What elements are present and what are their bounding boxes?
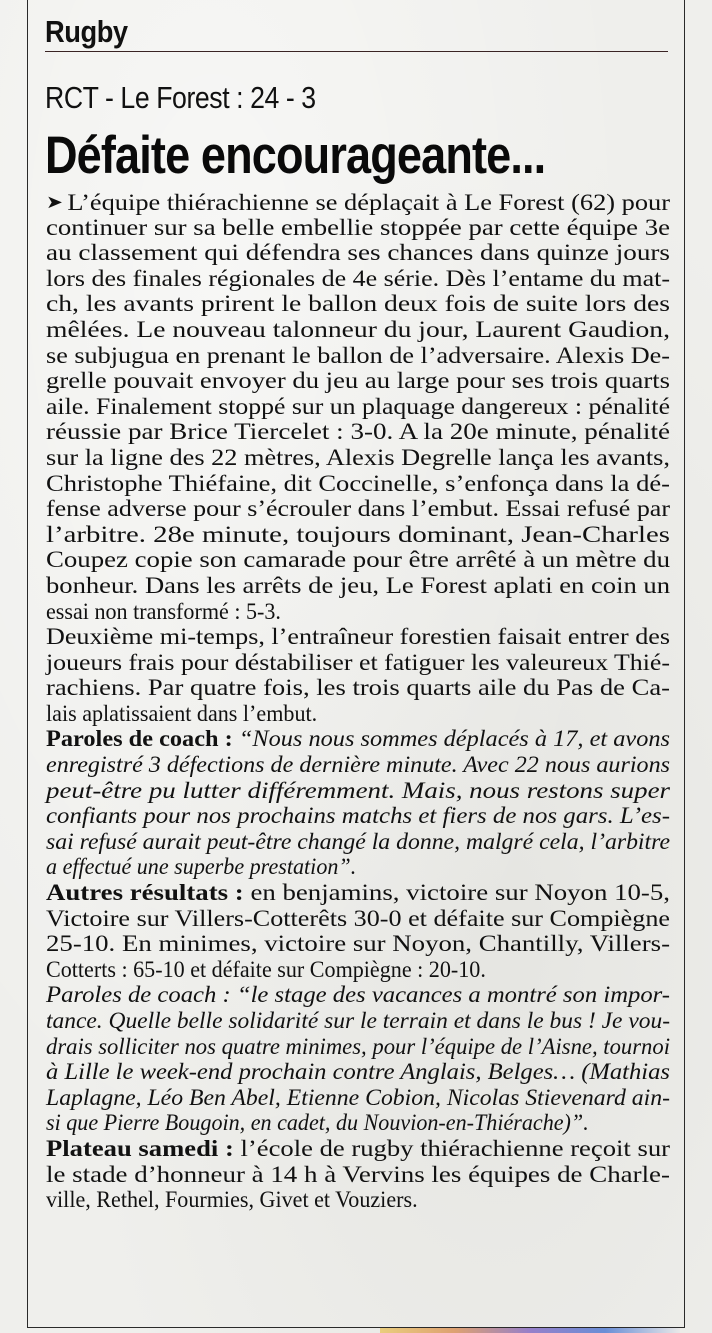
text-run: Christophe Thiéfaine, dit Coccinelle, s’enfonça dans la dé-: [46, 470, 670, 497]
text-run: ch, les avants prirent le ballon deux fois de suite lors des: [46, 291, 670, 318]
match-score-line: RCT - Le Forest : 24 - 3: [45, 80, 316, 115]
text-line: [46, 497, 670, 523]
article-paragraph: [46, 727, 670, 881]
text-run: au classement qui défendra ses chances dans quinze jours: [46, 240, 670, 267]
text-run: tance. Quelle belle solidarité sur le terrain et dans le bus ! Je vou-: [46, 1008, 670, 1034]
text-line: [46, 932, 670, 958]
text-line: [46, 702, 670, 728]
text-line: [46, 216, 670, 242]
text-run: bonheur. Dans les arrêts de jeu, Le Forest aplati en coin un: [46, 572, 670, 599]
text-run: essai non transformé : 5-3.: [46, 598, 281, 625]
text-run: sai refusé aurait peut-être changé la donne, malgré cela, l’arbitre: [46, 828, 670, 855]
text-line: [46, 625, 670, 651]
text-run: l’école de rugby thiérachienne reçoit sur: [240, 1135, 671, 1162]
bold-lead-in: Plateau samedi :: [46, 1135, 241, 1162]
text-run: à Lille le week-end prochain contre Anglais, Belges… (Mathias: [46, 1059, 670, 1086]
text-run: continuer sur sa belle embellie stoppée par cette équipe 3e: [46, 214, 670, 241]
text-run: L’équipe thiérachienne se déplaçait à Le Forest (62) pour: [67, 190, 671, 216]
article-paragraph: [46, 1137, 670, 1214]
text-line: [46, 292, 670, 318]
text-line: [46, 267, 670, 293]
text-line: [46, 241, 670, 267]
text-run: a effectué une superbe prestation”.: [46, 854, 357, 881]
text-line: [46, 983, 670, 1009]
text-line: [46, 1086, 670, 1112]
text-run: peut-être pu lutter différemment. Mais, nous restons super: [46, 777, 670, 804]
text-run: lais aplatissaient dans l’embut.: [46, 700, 318, 727]
text-run: confiants pour nos prochains matchs et fiers de nos gars. L’es-: [46, 803, 670, 830]
text-line: [46, 600, 670, 626]
text-line: [46, 1163, 670, 1189]
text-run: Deuxième mi-temps, l’entraîneur forestien faisait entrer des: [46, 624, 670, 651]
text-run: 25-10. En minimes, victoire sur Noyon, Chantilly, Villers-: [46, 931, 670, 958]
text-line: [46, 1035, 670, 1061]
text-run: sur la ligne des 22 mètres, Alexis Degrelle lança les avants,: [46, 444, 670, 471]
text-line: [46, 907, 670, 933]
text-line: [46, 574, 670, 600]
text-run: en benjamins, victoire sur Noyon 10-5,: [250, 880, 670, 907]
text-line: [46, 548, 670, 574]
text-run: Coupez copie son camarade pour être arrêté à un mètre du: [46, 547, 670, 574]
text-line: [46, 1137, 670, 1163]
text-line: [46, 881, 670, 907]
text-line: [46, 1060, 670, 1086]
article-body: [46, 190, 670, 1214]
section-rubric: Rugby: [45, 14, 128, 49]
text-line: [46, 318, 670, 344]
rubric-divider: [45, 51, 668, 52]
text-run: Paroles de coach : “le stage des vacances a montré son impor-: [46, 982, 670, 1009]
article-paragraph: [46, 625, 670, 727]
text-run: mêlées. Le nouveau talonneur du jour, Laurent Gaudion,: [46, 316, 670, 343]
text-line: [46, 1111, 670, 1137]
text-run: drais solliciter nos quatre minimes, pour l’équipe de l’Aisne, tournoi: [46, 1033, 670, 1060]
bold-lead-in: Autres résultats :: [46, 880, 251, 907]
text-line: [46, 472, 670, 498]
text-line: [46, 676, 670, 702]
text-run: Laplagne, Léo Ben Abel, Etienne Cobion, Nicolas Stievenard ain-: [46, 1084, 670, 1111]
text-run: aile. Finalement stoppé sur un plaquage dangereux : pénalité: [46, 393, 670, 420]
text-line: [46, 446, 670, 472]
text-run: Victoire sur Villers-Cotterêts 30-0 et défaite sur Compiègne: [46, 905, 670, 932]
scan-color-edge: [380, 1328, 680, 1333]
text-run: se subjugua en prenant le ballon de l’adversaire. Alexis De-: [46, 342, 670, 369]
text-line: [46, 855, 670, 881]
article-headline: Défaite encourageante...: [45, 126, 546, 185]
text-run: si que Pierre Bougoin, en cadet, du Nouvion-en-Thiérache)”.: [46, 1110, 589, 1137]
text-line: [46, 523, 670, 549]
text-run: rachiens. Par quatre fois, les trois quarts aile du Pas de Ca-: [46, 675, 670, 702]
text-line: [46, 753, 670, 779]
text-line: [46, 1188, 670, 1214]
article-paragraph: [46, 881, 670, 983]
text-run: fense adverse pour s’écrouler dans l’embut. Essai refusé par: [46, 496, 670, 523]
text-line: [46, 727, 670, 753]
text-run: enregistré 3 défections de dernière minute. Avec 22 nous aurions: [46, 752, 670, 779]
text-run: réussie par Brice Tiercelet : 3-0. A la 20e minute, pénalité: [46, 419, 670, 446]
text-line: [46, 651, 670, 677]
text-run: joueurs frais pour déstabiliser et fatiguer les valeureux Thié-: [46, 649, 670, 676]
text-run: Cotterts : 65-10 et défaite sur Compiègne : 20-10.: [46, 956, 486, 983]
text-run: “Nous nous sommes déplacés à 17, et avons: [238, 726, 671, 753]
text-run: grelle pouvait envoyer du jeu au large pour ses trois quarts: [46, 368, 670, 395]
text-line: [46, 344, 670, 370]
text-line: [46, 830, 670, 856]
text-line: [46, 420, 670, 446]
text-line: [46, 190, 670, 216]
arrowhead-bullet-icon: ➤: [46, 192, 63, 213]
text-run: lors des finales régionales de 4e série. Dès l’entame du mat-: [46, 265, 670, 292]
text-run: ville, Rethel, Fourmies, Givet et Vouziers.: [46, 1187, 418, 1214]
text-line: [46, 804, 670, 830]
article-paragraph: [46, 983, 670, 1137]
article-paragraph: [46, 190, 670, 625]
text-run: l’arbitre. 28e minute, toujours dominant, Jean-Charles: [46, 521, 670, 548]
bold-lead-in: Paroles de coach :: [46, 726, 239, 753]
text-line: [46, 395, 670, 421]
text-line: [46, 779, 670, 805]
text-line: [46, 958, 670, 984]
text-run: le stade d’honneur à 14 h à Vervins les équipes de Charle-: [46, 1161, 670, 1188]
text-line: [46, 1009, 670, 1035]
text-line: [46, 369, 670, 395]
